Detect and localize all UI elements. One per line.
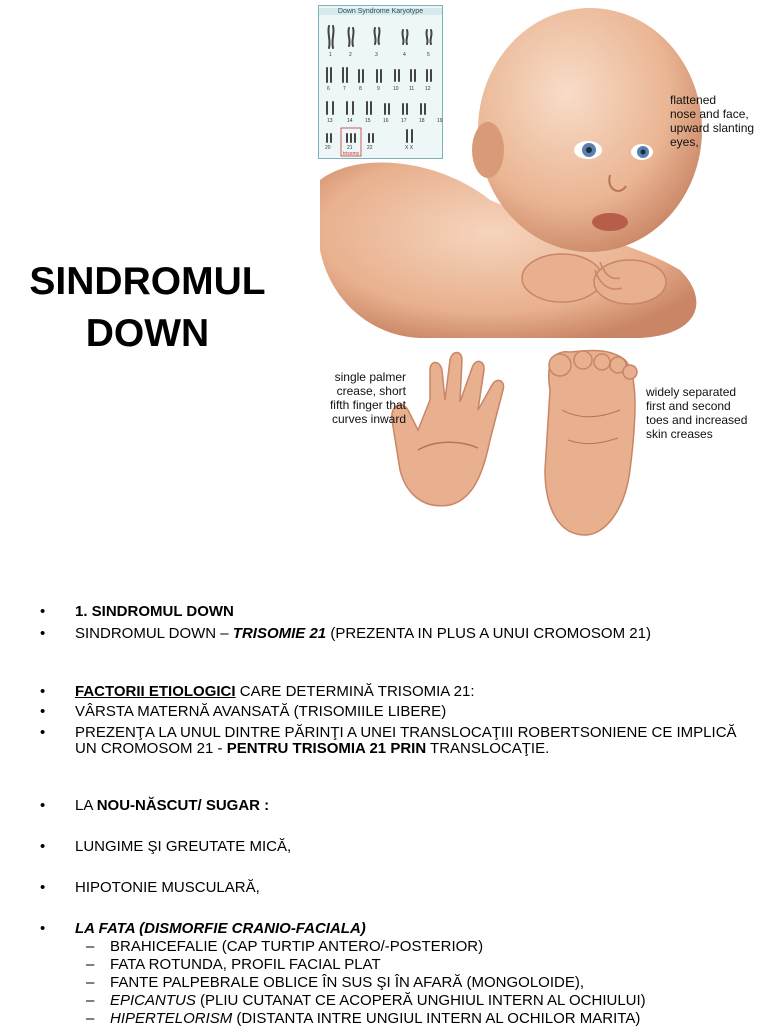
sub-text: FANTE PALPEBRALE OBLICE ÎN SUS ŞI ÎN AFARĂ (MONGOLOIDE),: [110, 974, 585, 991]
sub-item: [40, 939, 740, 955]
chromosome-num: 6: [327, 86, 330, 92]
bullet-item: [40, 839, 740, 855]
bullet-text: HIPOTONIE MUSCULARĂ,: [75, 879, 260, 896]
infant-ear: [472, 122, 504, 178]
infant-mouth: [592, 213, 628, 231]
bullet-text: VÂRSTA MATERNĂ AVANSATĂ (TRISOMIILE LIBERE): [75, 703, 447, 720]
bullet-item: [40, 921, 740, 937]
slide-title: [10, 256, 285, 360]
dash-marker: –: [86, 992, 95, 1009]
sub-item: [40, 993, 740, 1009]
chromosome-num: 10: [393, 86, 399, 92]
bullet-text: LA NOU-NĂSCUT/ SUGAR :: [75, 797, 270, 814]
sub-item: [40, 1011, 740, 1027]
chromosome-num: 14: [347, 118, 353, 124]
chromosome-num: 19: [437, 118, 443, 124]
karyotype-panel: [318, 5, 443, 159]
infant-head: [478, 8, 702, 252]
bullet-marker: •: [40, 625, 46, 642]
chromosome-num: 7: [343, 86, 346, 92]
bullet-marker: •: [40, 703, 46, 720]
bullet-marker: •: [40, 797, 46, 814]
chromosome-num: 21: [347, 145, 353, 151]
foot-sole-illustration: [545, 350, 637, 535]
chromosome-num: 16: [383, 118, 389, 124]
chromosome-num: 17: [401, 118, 407, 124]
sub-item: [40, 975, 740, 991]
bullet-text: LA FATA (DISMORFIE CRANIO-FACIALA): [75, 920, 366, 937]
chromosome-num: 13: [327, 118, 333, 124]
bullet-item: [40, 604, 740, 620]
bullet-marker: •: [40, 683, 46, 700]
sub-text: HIPERTELORISM (DISTANTA INTRE UNGIUL INTERN AL OCHILOR MARITA): [110, 1010, 641, 1027]
bullet-item: [40, 626, 740, 642]
chromosome-num: 5: [427, 52, 430, 58]
trisomy-label: trisomy: [343, 151, 360, 157]
title-line-2: DOWN: [85, 312, 210, 355]
chromosome-num: 18: [419, 118, 425, 124]
karyotype-title: Down Syndrome Karyotype: [319, 8, 442, 15]
title-line-1: SINDROMUL: [29, 260, 266, 303]
dash-marker: –: [86, 974, 95, 991]
chromosome-num: 11: [409, 86, 415, 92]
caption-hand: single palmer crease, short fifth finger that curves inward: [329, 370, 406, 426]
bullet-marker: •: [40, 920, 46, 937]
dash-marker: –: [86, 1010, 95, 1027]
karyotype-chart: [319, 18, 442, 158]
palm-illustration: [392, 353, 504, 506]
bullet-item: [40, 725, 740, 757]
bullet-marker: •: [40, 603, 46, 620]
chromosome-num: 1: [329, 52, 332, 58]
sub-text: EPICANTUS (PLIU CUTANAT CE ACOPERĂ UNGHIUL INTERN AL OCHIULUI): [110, 992, 646, 1009]
chromosome-num: 22: [367, 145, 373, 151]
bullet-item: [40, 798, 740, 814]
bullet-text: 1. SINDROMUL DOWN: [75, 603, 234, 620]
sub-text: BRAHICEFALIE (CAP TURTIP ANTERO/-POSTERIOR): [110, 938, 484, 955]
caption-foot: widely separated first and second toes and increased skin creases: [646, 385, 748, 441]
chromosome-num: 3: [375, 52, 378, 58]
chromosome-num: 8: [359, 86, 362, 92]
bullet-marker: •: [40, 879, 46, 896]
bullet-item: [40, 684, 740, 700]
dash-marker: –: [86, 938, 95, 955]
bullet-item: [40, 880, 740, 896]
bullet-text: LUNGIME ŞI GREUTATE MICĂ,: [75, 838, 292, 855]
bullet-text: PREZENŢA LA UNUL DINTRE PĂRINŢI A UNEI TRANSLOCAŢIII ROBERTSONIENE CE IMPLICĂ UN CROMOSOM 21 - PENTRU TRISOMIA 21 PRIN TRANSLOCAŢIE.: [75, 724, 737, 757]
infant-hand-left: [522, 254, 602, 302]
chromosome-num: 12: [425, 86, 431, 92]
chromosome-num: 15: [365, 118, 371, 124]
sub-text: FATA ROTUNDA, PROFIL FACIAL PLAT: [110, 956, 381, 973]
bullet-marker: •: [40, 724, 46, 741]
chromosome-num: 2: [349, 52, 352, 58]
chromosome-num: X X: [405, 145, 414, 151]
chromosome-num: 9: [377, 86, 380, 92]
bullet-text: FACTORII ETIOLOGICI CARE DETERMINĂ TRISOMIA 21:: [75, 683, 475, 700]
sub-item: [40, 957, 740, 973]
bullet-marker: •: [40, 838, 46, 855]
bullet-text: SINDROMUL DOWN – TRISOMIE 21 (PREZENTA IN PLUS A UNUI CROMOSOM 21): [75, 625, 651, 642]
bullet-item: [40, 704, 740, 720]
infant-hand-right: [594, 260, 666, 304]
chromosome-num: 4: [403, 52, 406, 58]
dash-marker: –: [86, 956, 95, 973]
caption-face: flattened nose and face, upward slanting eyes,: [670, 93, 755, 149]
chromosome-num: 20: [325, 145, 331, 151]
